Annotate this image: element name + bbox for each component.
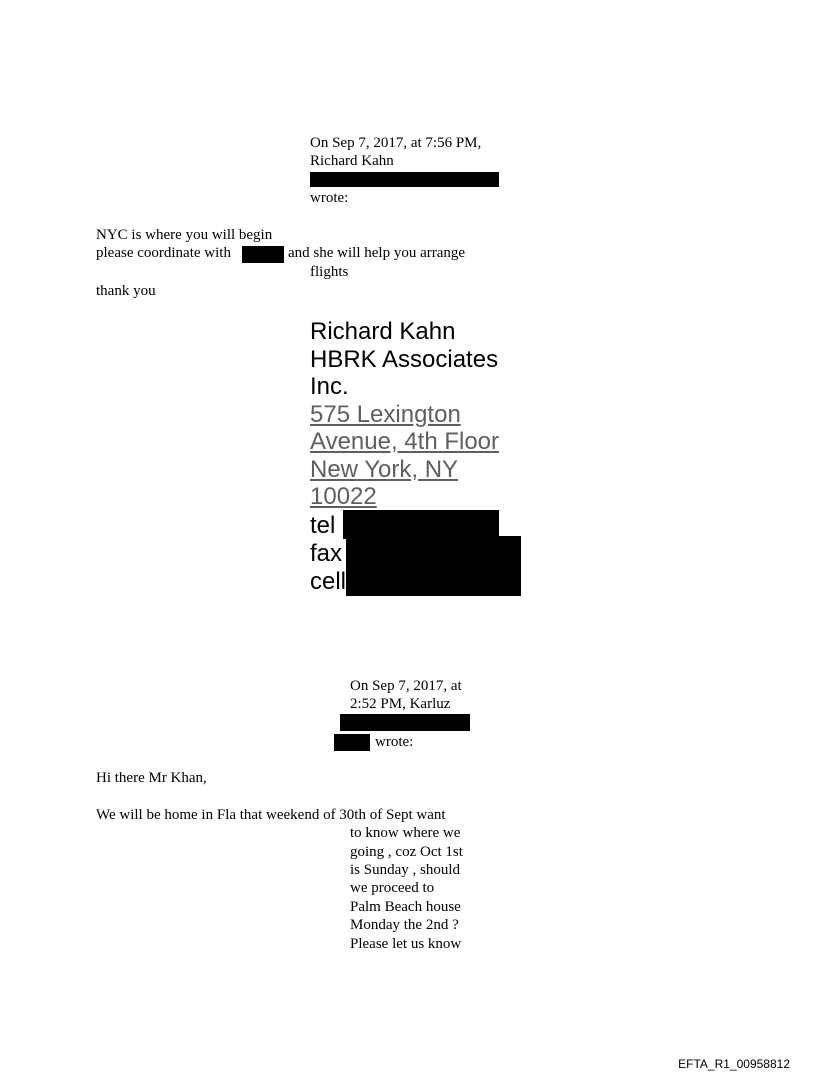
email2-body-line7: Monday the 2nd ? [350, 917, 459, 933]
email1-wrote: wrote: [310, 190, 349, 206]
signature-name: Richard Kahn [310, 318, 456, 345]
redaction-box [242, 246, 284, 263]
signature-cell-label: cell [310, 568, 347, 595]
signature-company-line1: HBRK Associates [310, 345, 499, 373]
signature-tel-label: tel [310, 512, 336, 539]
email2-body-line8: Please let us know [350, 936, 462, 952]
email2-body-line5: we proceed to [350, 880, 435, 896]
email2-body-line6: Palm Beach house [350, 899, 461, 915]
email1-body-line2b: and she will help you arrange [288, 245, 466, 261]
email2-greeting: Hi there Mr Khan, [96, 770, 207, 786]
email2-header-line2: 2:52 PM, Karluz [350, 696, 451, 712]
redaction-box [343, 510, 499, 539]
address-link-line1[interactable]: 575 Lexington [310, 400, 461, 428]
email2-body-line3: going , coz Oct 1st [350, 844, 463, 860]
address-link-line4[interactable]: 10022 [310, 483, 377, 510]
redaction-box [340, 714, 470, 731]
address-link-line2[interactable]: Avenue, 4th Floor [310, 428, 500, 455]
email1-body-line4: thank you [96, 283, 156, 299]
email2-body-line1: We will be home in Fla that weekend of 30th of Sept want [96, 807, 446, 823]
email1-body-line1: NYC is where you will begin [96, 227, 273, 243]
email1-body-line3: flights [310, 264, 349, 280]
email2-wrote: wrote: [375, 734, 414, 750]
redaction-box [334, 734, 370, 751]
email2-header-line1: On Sep 7, 2017, at [350, 678, 462, 694]
email1-header-line1: On Sep 7, 2017, at 7:56 PM, [310, 135, 482, 151]
document-id: EFTA_R1_00958812 [678, 1057, 790, 1071]
address-link-line3[interactable]: New York, NY [310, 455, 459, 483]
email1-header-line2: Richard Kahn [310, 153, 394, 169]
email2-body-line4: is Sunday , should [350, 862, 461, 878]
email2-body-line2: to know where we [350, 825, 461, 841]
redaction-box [346, 536, 521, 596]
redaction-box [310, 172, 499, 187]
signature-company-line2: Inc. [310, 373, 349, 400]
email1-body-line2a: please coordinate with [96, 245, 231, 261]
signature-fax-label: fax [310, 540, 343, 567]
